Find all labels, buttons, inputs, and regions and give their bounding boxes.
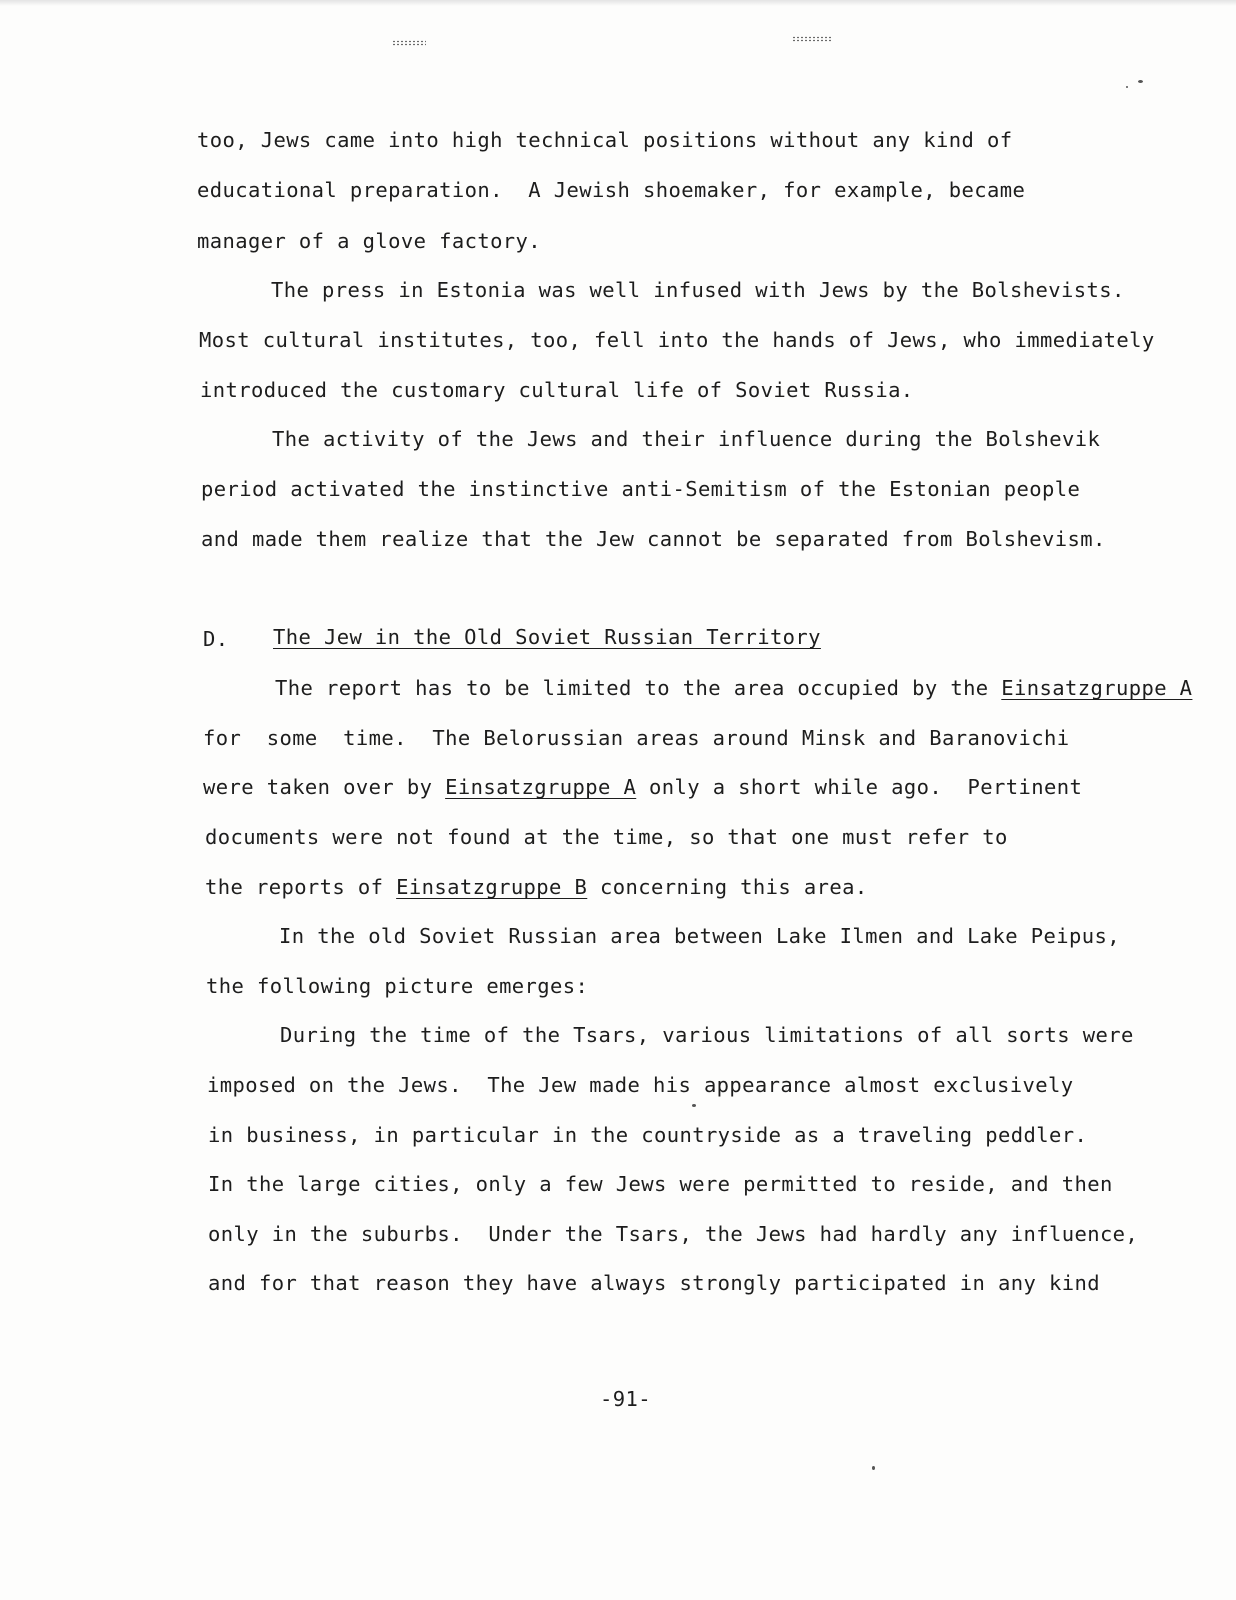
text-segment: the reports of [205, 875, 397, 899]
text-line: only in the suburbs. Under the Tsars, the Jews had hardly any influence, [208, 1222, 1139, 1246]
text-line: in business, in particular in the countryside as a traveling peddler. [208, 1123, 1088, 1147]
text-line: too, Jews came into high technical positions without any kind of [197, 128, 1013, 152]
text-line: The press in Estonia was well infused with Jews by the Bolshevists. [271, 278, 1125, 302]
text-line: imposed on the Jews. The Jew made his appearance almost exclusively [207, 1073, 1074, 1097]
text-line: During the time of the Tsars, various limitations of all sorts were [280, 1023, 1134, 1047]
text-line-with-term [205, 874, 868, 900]
text-line: period activated the instinctive anti-Semitism of the Estonian people [201, 477, 1081, 501]
page-number: -91- [600, 1387, 651, 1411]
scan-speck [872, 1466, 875, 1470]
text-segment: concerning this area. [587, 875, 868, 899]
scan-speck [1138, 80, 1143, 83]
punch-mark-right [792, 36, 832, 42]
underlined-term: Einsatzgruppe A [1001, 676, 1193, 700]
text-line: In the old Soviet Russian area between Lake Ilmen and Lake Peipus, [279, 924, 1120, 948]
text-line: and for that reason they have always strongly participated in any kind [208, 1271, 1100, 1295]
text-line: documents were not found at the time, so that one must refer to [205, 825, 1008, 849]
scan-edge-shadow [0, 0, 1236, 6]
text-line: The activity of the Jews and their influence during the Bolshevik [272, 427, 1101, 451]
text-line: In the large cities, only a few Jews were permitted to reside, and then [208, 1172, 1113, 1196]
text-line: manager of a glove factory. [197, 229, 542, 253]
text-segment: only a short while ago. Pertinent [636, 775, 1083, 799]
text-line: the following picture emerges: [206, 974, 589, 998]
text-line: Most cultural institutes, too, fell into the hands of Jews, who immediately [199, 328, 1155, 352]
section-marker: D. [203, 627, 229, 651]
text-segment: The report has to be limited to the area occupied by the [275, 676, 1002, 700]
text-line: and made them realize that the Jew cannot be separated from Bolshevism. [201, 527, 1106, 551]
text-line-with-term [275, 675, 1192, 701]
text-line: educational preparation. A Jewish shoemaker, for example, became [197, 178, 1026, 202]
text-segment: were taken over by [203, 775, 446, 799]
text-line: introduced the customary cultural life of Soviet Russia. [200, 378, 914, 402]
text-line: for some time. The Belorussian areas around Minsk and Baranovichi [203, 726, 1070, 750]
scan-speck [1126, 86, 1128, 88]
scan-speck [692, 1104, 696, 1107]
underlined-term: Einsatzgruppe A [445, 775, 637, 799]
section-heading: The Jew in the Old Soviet Russian Territory [273, 625, 821, 649]
underlined-term: Einsatzgruppe B [396, 875, 588, 899]
text-line-with-term [203, 774, 1082, 800]
punch-mark-left [392, 40, 426, 46]
